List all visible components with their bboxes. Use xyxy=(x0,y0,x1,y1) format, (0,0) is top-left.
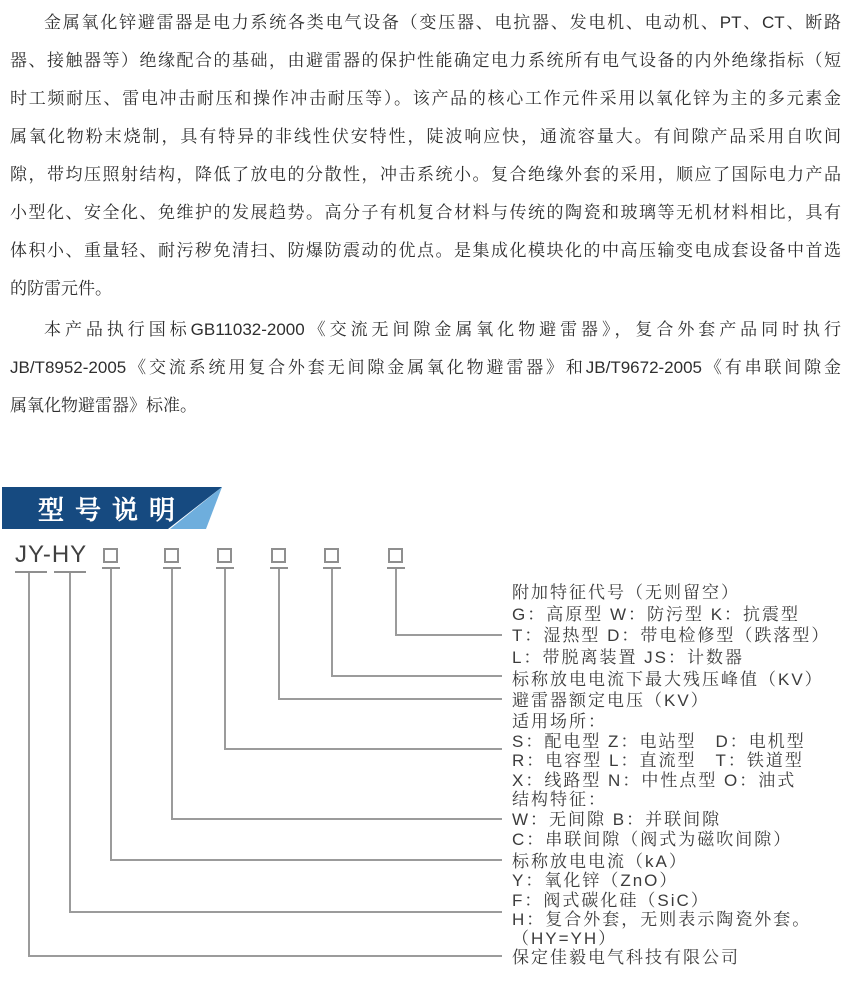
connector-box3-vertical xyxy=(224,569,226,750)
intro-paragraph-1 xyxy=(10,4,841,308)
legend-line: S：配电型 Z：电站型 D：电机型 xyxy=(512,731,806,751)
body-text-line: 本产品执行国标GB11032-2000《交流无间隙金属氧化物避雷器》，复合外套产品同时执行 xyxy=(44,320,841,339)
legend-line: 标称放电电流下最大残压峰值（KV） xyxy=(512,670,824,689)
legend-line: X：线路型 N：中性点型 O：油式 xyxy=(512,770,797,790)
connector-box2-vertical xyxy=(171,569,173,820)
legend-line: （HY=YH） xyxy=(512,929,618,948)
body-text-line: 金属氧化锌避雷器是电力系统各类电气设备（变压器、电抗器、发电机、电动机、PT、CT、断路 xyxy=(44,13,841,32)
body-text-line: 属氧化物避雷器》标准。 xyxy=(10,396,197,415)
legend-line: R：电容型 L：直流型 T：铁道型 xyxy=(512,751,804,770)
body-text-line: 的防雷元件。 xyxy=(10,279,112,298)
section-title: 型号说明 xyxy=(38,495,187,525)
connector-hy-vertical xyxy=(69,573,71,913)
body-text-line: 器、接触器等）绝缘配合的基础，由避雷器的保护性能确定电力系统所有电气设备的内外绝缘指标（短 xyxy=(10,51,841,70)
legend-line: C：串联间隙（阀式为磁吹间隙） xyxy=(512,830,793,849)
legend-application-site xyxy=(512,712,806,790)
model-placeholder-box xyxy=(271,548,286,563)
legend-nominal-discharge-current xyxy=(512,851,688,872)
legend-line: F：阀式碳化硅（SiC） xyxy=(512,891,710,910)
legend-line: H：复合外套，无则表示陶瓷外套。 xyxy=(512,910,812,929)
model-placeholder-box xyxy=(388,548,403,563)
legend-line: T：湿热型 D：带电检修型（跌落型） xyxy=(512,626,831,645)
connector-box1-horizontal xyxy=(110,859,502,861)
legend-line: 避雷器额定电压（KV） xyxy=(512,691,710,710)
connector-box3-horizontal xyxy=(224,748,502,750)
legend-line: G：高原型 W：防污型 K：抗震型 xyxy=(512,604,801,624)
body-text-line: JB/T8952-2005《交流系统用复合外套无间隙金属氧化物避雷器》和JB/T9672-2005《有串联间隙金 xyxy=(10,358,841,377)
connector-box4-vertical xyxy=(278,569,280,700)
model-placeholder-box xyxy=(324,548,339,563)
model-placeholder-box xyxy=(164,548,179,563)
body-text-line: 小型化、安全化、免维护的发展趋势。高分子有机复合材料与传统的陶瓷和玻璃等无机材料相比，具有 xyxy=(10,203,841,222)
legend-resistor-material xyxy=(512,871,710,911)
legend-structure-feature xyxy=(512,790,792,850)
legend-rated-voltage xyxy=(512,690,710,711)
legend-line: W：无间隙 B：并联间隙 xyxy=(512,810,722,829)
connector-box2-horizontal xyxy=(171,818,502,820)
legend-manufacturer xyxy=(512,947,740,968)
connector-box1-vertical xyxy=(110,569,112,861)
legend-line: 结构特征： xyxy=(512,790,607,809)
body-text-line: 隙，带均压照射结构，降低了放电的分散性，冲击系统小。复合绝缘外套的采用，顺应了国际电力产品 xyxy=(10,165,841,184)
connector-jy-horizontal xyxy=(28,955,502,957)
legend-line: Y：氧化锌（ZnO） xyxy=(512,871,679,890)
connector-hy-horizontal xyxy=(69,911,502,913)
connector-box6-vertical xyxy=(395,569,397,636)
model-placeholder-box xyxy=(217,548,232,563)
model-placeholder-box xyxy=(103,548,118,563)
legend-line: 附加特征代号（无则留空） xyxy=(512,583,740,602)
intro-paragraph-2 xyxy=(10,311,841,425)
legend-line: L：带脱离装置 JS：计数器 xyxy=(512,647,745,667)
legend-line: 保定佳毅电气科技有限公司 xyxy=(512,948,740,967)
connector-box4-horizontal xyxy=(278,698,502,700)
legend-max-residual-voltage xyxy=(512,669,824,690)
model-code xyxy=(15,541,87,569)
legend-line: 适用场所： xyxy=(512,712,607,731)
legend-line: 标称放电电流（kA） xyxy=(512,852,688,871)
connector-box5-horizontal xyxy=(331,675,502,677)
underline-jy xyxy=(15,571,47,573)
model-prefix: JY xyxy=(15,541,43,568)
model-dash: - xyxy=(42,541,52,568)
legend-additional-feature-code xyxy=(512,582,830,668)
connector-box5-vertical xyxy=(331,569,333,677)
body-text-line: 时工频耐压、雷电冲击耐压和操作冲击耐压等）。该产品的核心工作元件采用以氧化锌为主的多元素金 xyxy=(10,89,841,108)
connector-box6-horizontal xyxy=(395,634,502,636)
body-text-line: 体积小、重量轻、耐污秽免清扫、防爆防震动的优点。是集成化模块化的中高压输变电成套设备中首选 xyxy=(10,241,841,260)
body-text-line: 属氧化物粉末烧制，具有特异的非线性伏安特性，陡波响应快，通流容量大。有间隙产品采用自吹间 xyxy=(10,127,841,146)
connector-jy-vertical xyxy=(28,573,30,957)
legend-housing-type xyxy=(512,910,811,948)
model-series: HY xyxy=(51,541,88,568)
